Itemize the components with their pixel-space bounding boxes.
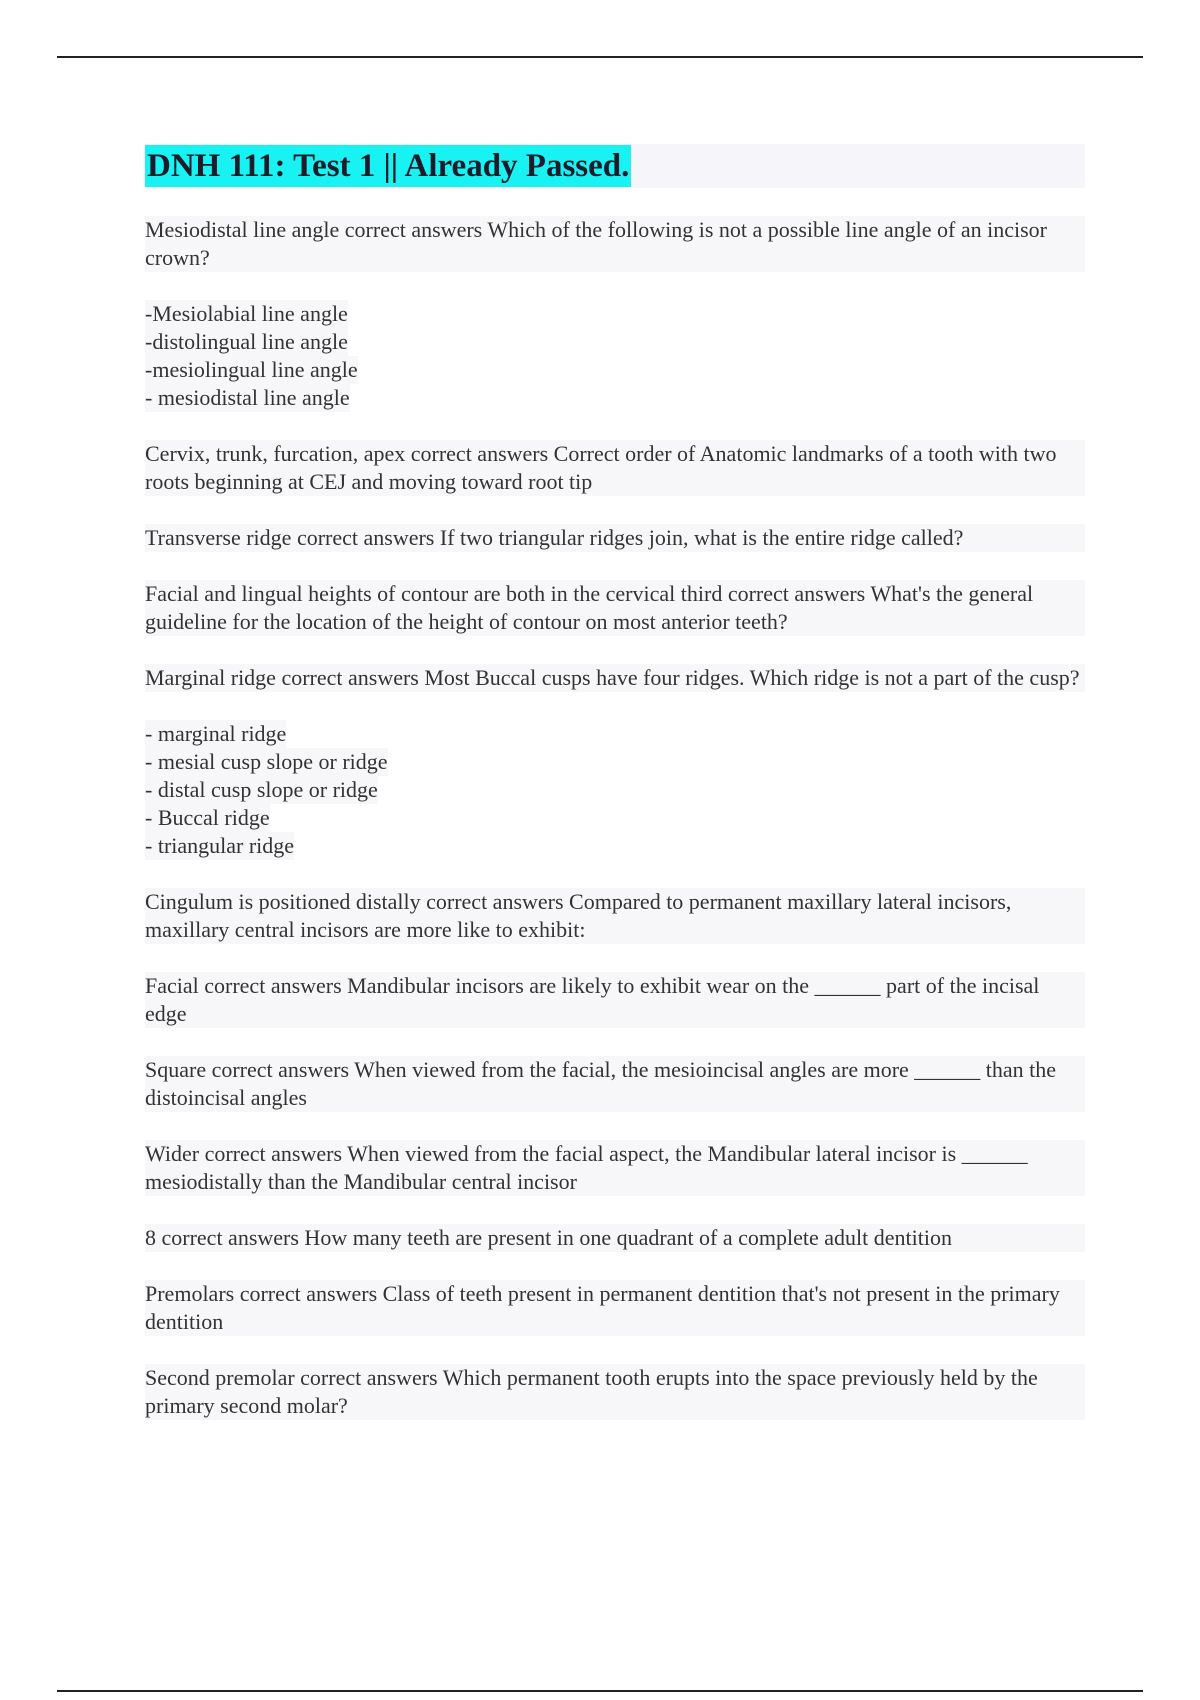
qa-text: Square correct answers When viewed from the facial, the mesioincisal angles are more ______ than the distoincisal angles bbox=[145, 1056, 1085, 1112]
choice-item: -mesiolingual line angle bbox=[145, 357, 358, 382]
qa-item bbox=[145, 1364, 1085, 1420]
header-rule bbox=[57, 56, 1143, 58]
choice-item: - triangular ridge bbox=[145, 833, 295, 858]
qa-item bbox=[145, 580, 1085, 636]
choice-item: - Buccal ridge bbox=[145, 805, 270, 830]
qa-item bbox=[145, 440, 1085, 496]
qa-text: Mesiodistal line angle correct answers Which of the following is not a possible line angle of an incisor crown? bbox=[145, 216, 1085, 272]
document-body bbox=[145, 144, 1085, 1420]
qa-text: Facial correct answers Mandibular incisors are likely to exhibit wear on the ______ part of the incisal edge bbox=[145, 972, 1085, 1028]
qa-text: Premolars correct answers Class of teeth present in permanent dentition that's not present in the primary dentition bbox=[145, 1280, 1085, 1336]
title-band bbox=[145, 144, 1085, 188]
choice-item: -distolingual line angle bbox=[145, 329, 348, 354]
qa-item bbox=[145, 972, 1085, 1028]
footer-rule bbox=[57, 1690, 1143, 1692]
qa-item bbox=[145, 1280, 1085, 1336]
qa-text: Marginal ridge correct answers Most Buccal cusps have four ridges. Which ridge is not a part of the cusp? bbox=[145, 664, 1085, 692]
qa-text: Second premolar correct answers Which permanent tooth erupts into the space previously held by the primary second molar? bbox=[145, 1364, 1085, 1420]
qa-text: Facial and lingual heights of contour are both in the cervical third correct answers What's the general guideline for the location of the height of contour on most anterior teeth? bbox=[145, 580, 1085, 636]
choice-item: - marginal ridge bbox=[145, 721, 287, 746]
qa-text: Cingulum is positioned distally correct answers Compared to permanent maxillary lateral incisors, maxillary central incisors are more like to exhibit: bbox=[145, 888, 1085, 944]
qa-item bbox=[145, 664, 1085, 860]
qa-item bbox=[145, 888, 1085, 944]
page-title: DNH 111: Test 1 || Already Passed. bbox=[145, 145, 631, 187]
choice-item: -Mesiolabial line angle bbox=[145, 301, 348, 326]
choice-item: - mesial cusp slope or ridge bbox=[145, 749, 388, 774]
qa-text: Wider correct answers When viewed from the facial aspect, the Mandibular lateral incisor is ______ mesiodistally than the Mandibular central incisor bbox=[145, 1140, 1085, 1196]
choice-list bbox=[145, 720, 1085, 860]
choice-item: - distal cusp slope or ridge bbox=[145, 777, 378, 802]
qa-item bbox=[145, 1224, 1085, 1252]
choice-item: - mesiodistal line angle bbox=[145, 385, 350, 410]
qa-item bbox=[145, 216, 1085, 412]
qa-item bbox=[145, 1140, 1085, 1196]
qa-item bbox=[145, 524, 1085, 552]
qa-text: Transverse ridge correct answers If two triangular ridges join, what is the entire ridge called? bbox=[145, 524, 1085, 552]
qa-item bbox=[145, 1056, 1085, 1112]
choice-list bbox=[145, 300, 1085, 412]
qa-text: 8 correct answers How many teeth are present in one quadrant of a complete adult dentition bbox=[145, 1224, 1085, 1252]
qa-text: Cervix, trunk, furcation, apex correct answers Correct order of Anatomic landmarks of a tooth with two roots beginning at CEJ and moving toward root tip bbox=[145, 440, 1085, 496]
